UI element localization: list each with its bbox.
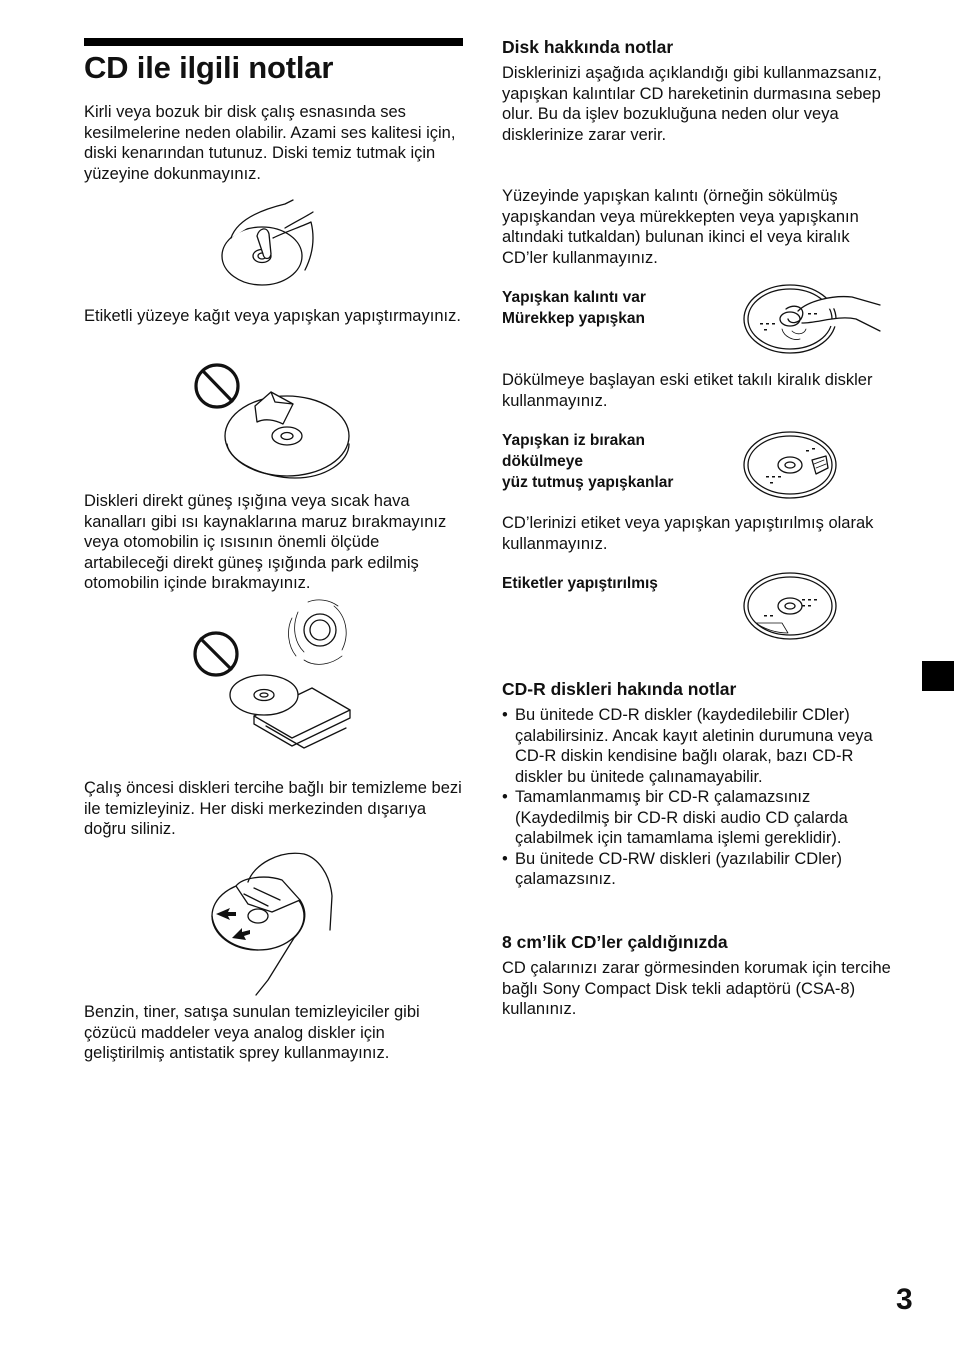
figure-1-label-line-1: Yapışkan kalıntı var — [502, 289, 646, 306]
figure-1-label — [502, 287, 702, 329]
disk-paragraph-4: CD’lerinizi etiket veya yapışkan yapıştırılmış olarak kullanmayınız. — [502, 514, 874, 553]
disc-with-sticker-illustration — [742, 571, 840, 641]
no-sticker-illustration — [195, 362, 353, 480]
no-sunlight-illustration — [192, 598, 357, 754]
solvent-paragraph: Benzin, tiner, satışa sunulan temizleyiciler gibi çözücü maddeler veya analog diskler için geliştirilmiş antistatik sprey kullanmayınız. — [84, 1003, 420, 1062]
title-rule — [84, 38, 463, 46]
figure-2-label-line-1: Yapışkan iz bırakan — [502, 432, 646, 449]
cdr-notes-heading: CD-R diskleri hakında notlar — [502, 679, 737, 699]
page-number: 3 — [896, 1283, 913, 1316]
figure-3-label: Etiketler yapıştırılmış — [502, 575, 658, 592]
figure-1-label-line-2: Mürekkep yapışkan — [502, 310, 646, 327]
disk-paragraph-3: Dökülmeye başlayan eski etiket takılı kiralık diskler kullanmayınız. — [502, 371, 873, 410]
disk-paragraph-1: Disklerinizi aşağıda açıklandığı gibi kullanmazsanız, yapışkan kalıntılar CD hareketinin durmasına sebep olur. Bu da işlev bozukluğuna neden olur veya disklerinize zarar verir. — [502, 64, 882, 144]
disc-with-residue-illustration — [742, 283, 884, 355]
label-paragraph: Etiketli yüzeye kağıt veya yapışkan yapıştırmayınız. — [84, 307, 461, 325]
heat-paragraph: Diskleri direkt güneş ışığına veya sıcak hava kanalları gibi ısı kaynaklarına maruz bırakmayınız veya otomobilin iç ısısının önemli ölçüde artabileceği direkt güneş ışığında park edilmiş otomobilin içinde bırakmayınız. — [84, 492, 447, 592]
8cm-cd-paragraph: CD çalarınızı zarar görmesinden korumak için tercihe bağlı Sony Compact Disk tekli adaptörü (CSA-8) kullanınız. — [502, 959, 891, 1018]
disc-peeling-label-illustration — [742, 430, 840, 500]
list-item: • Bu ünitede CD-R diskler (kaydedilebilir CDler) çalabilirsiniz. Ancak kayıt aletinin durumuna veya CD-R diskin kendisine bağlı olarak, bazı CD-R diskler bu ünitede çalınamayabilir. — [502, 705, 892, 787]
intro-paragraph: Kirli veya bozuk bir disk çalış esnasında ses kesilmelerine neden olabilir. Azami ses kalitesi için, diski kenarından tutunuz. Diski temiz tutmak için yüzeyine dokunmayınız. — [84, 103, 456, 183]
page-title: CD ile ilgili notlar — [84, 50, 334, 85]
figure-2-label-line-2: dökülmeye — [502, 453, 583, 470]
hand-holding-disc-illustration — [215, 198, 330, 290]
cdr-notes-list — [502, 705, 892, 890]
wiping-disc-illustration — [208, 850, 338, 995]
disk-notes-heading: Disk hakkında notlar — [502, 37, 674, 57]
list-item: • Tamamlanmamış bir CD-R çalamazsınız (Kaydedilmiş bir CD-R diski audio CD çalarda çalabilmek için tamamlama işlemi gereklidir). — [502, 787, 892, 849]
figure-2-label-line-3: yüz tutmuş yapışkanlar — [502, 474, 674, 491]
section-tab-marker — [922, 661, 954, 691]
cleaning-paragraph: Çalış öncesi diskleri tercihe bağlı bir temizleme bezi ile temizleyiniz. Her diski merkezinden dışarıya doğru siliniz. — [84, 779, 462, 838]
list-item: • Bu ünitede CD-RW diskleri (yazılabilir CDler) çalamazsınız. — [502, 849, 892, 890]
figure-2-label — [502, 430, 722, 493]
8cm-cd-heading: 8 cm’lik CD’ler çaldığınızda — [502, 932, 728, 952]
disk-paragraph-2: Yüzeyinde yapışkan kalıntı (örneğin sökülmüş yapışkandan veya mürekkepten veya yapışkanın altındaki tutkaldan) bulunan ikinci el veya kiralık CD’ler kullanmayınız. — [502, 187, 859, 267]
